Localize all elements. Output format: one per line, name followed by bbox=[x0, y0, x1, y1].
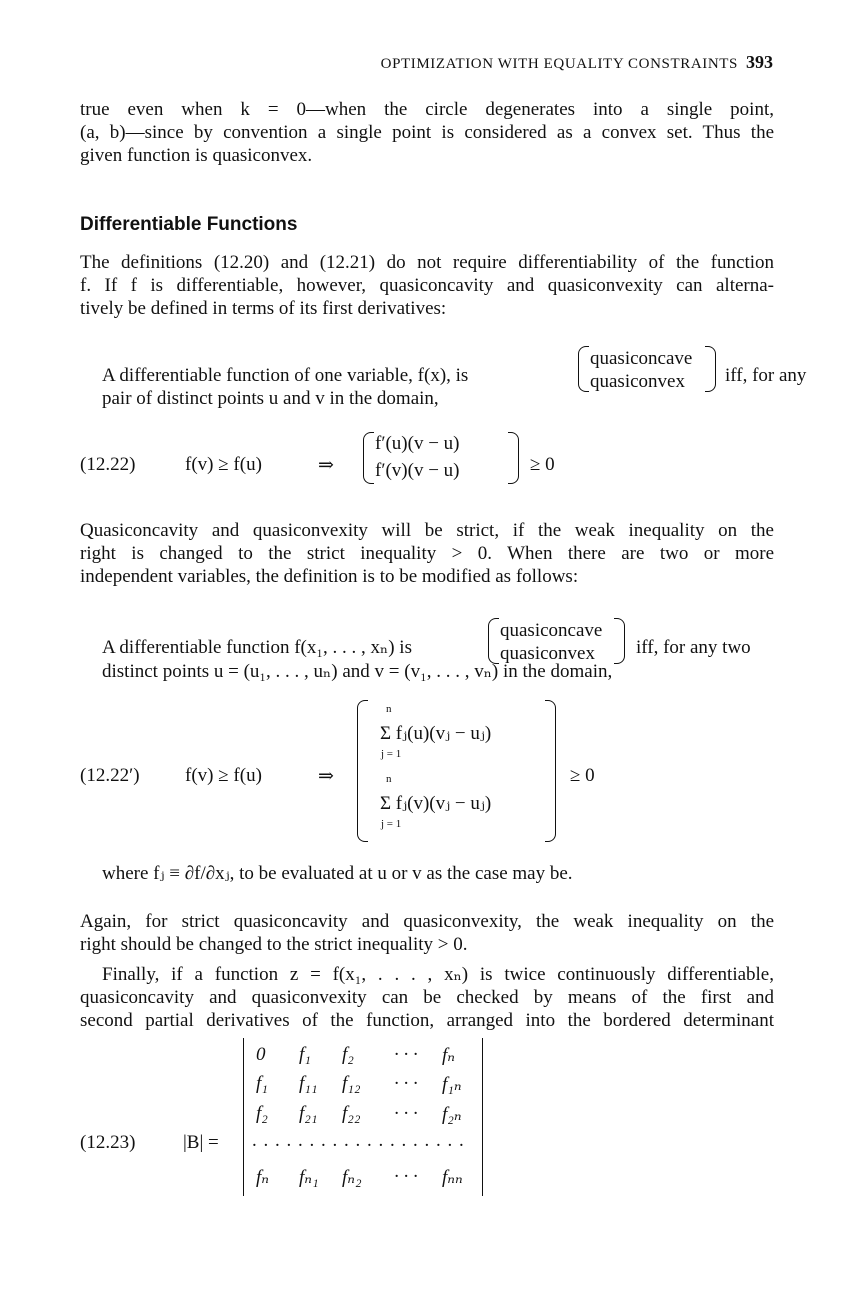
det-cell-r4-c1: fₙ bbox=[256, 1167, 269, 1188]
det-cell-r1-c2: f₁ bbox=[299, 1044, 311, 1065]
sum-top-lower-limit: j = 1 bbox=[381, 748, 402, 760]
determinant-grid bbox=[244, 1038, 482, 1196]
implies-symbol-2: ⇒ bbox=[318, 766, 334, 787]
p3-line3: independent variables, the definition is to be modified as follows: bbox=[80, 566, 579, 587]
det-cell-r2-c4: · · · bbox=[394, 1073, 418, 1094]
eq-12-22p-right-brace bbox=[545, 700, 556, 842]
sum-top: Σ fⱼ(u)(vⱼ − uⱼ) bbox=[380, 723, 492, 744]
eq-12-23-lhs: |B| = bbox=[183, 1132, 219, 1153]
def1-left-brace bbox=[578, 346, 589, 392]
sum-bottom-lower-limit: j = 1 bbox=[381, 818, 402, 830]
eq-12-22-left-brace bbox=[363, 432, 374, 484]
where-line: where fⱼ ≡ ∂f/∂xⱼ, to be evaluated at u or v as the case may be. bbox=[102, 863, 573, 884]
p2-line1: The definitions (12.20) and (12.21) do not require differentiability of the function bbox=[80, 252, 774, 273]
eq-12-22-label: (12.22) bbox=[80, 454, 136, 475]
p1-line2: (a, b)—since by convention a single point is considered as a convex set. Thus the bbox=[80, 122, 774, 143]
det-cell-r1-c5: fₙ bbox=[442, 1045, 455, 1066]
def2-line1a: A differentiable function f(x₁, . . . , xₙ) is bbox=[102, 637, 412, 658]
p5-line2: quasiconcavity and quasiconvexity can be checked by means of the first and bbox=[80, 987, 774, 1008]
p4-line1: Again, for strict quasiconcavity and quasiconvexity, the weak inequality on the bbox=[80, 911, 774, 932]
eq-12-22p-left-brace bbox=[357, 700, 368, 842]
def1-brace-top: quasiconcave bbox=[590, 348, 693, 369]
eq-12-23-label: (12.23) bbox=[80, 1132, 136, 1153]
eq-12-22-bottom: f′(v)(v − u) bbox=[375, 460, 460, 481]
p2-line3: tively be defined in terms of its first derivatives: bbox=[80, 298, 447, 319]
det-cell-r1-c3: f₂ bbox=[342, 1044, 354, 1065]
def2-line2: distinct points u = (u₁, . . . , uₙ) and v = (v₁, . . . , vₙ) in the domain, bbox=[102, 661, 613, 682]
sum-top-upper-limit: n bbox=[386, 703, 392, 715]
det-cell-r4-c4: · · · bbox=[394, 1166, 418, 1187]
p5-line3: second partial derivatives of the function, arranged into the bordered determinant bbox=[80, 1010, 774, 1031]
page-number: 393 bbox=[746, 52, 773, 72]
p2-line2: f. If f is differentiable, however, quasiconcavity and quasiconvexity can alterna- bbox=[80, 275, 774, 296]
def1-line2: pair of distinct points u and v in the domain, bbox=[102, 388, 439, 409]
def1-brace-bottom: quasiconvex bbox=[590, 371, 685, 392]
det-cell-r4-c3: fₙ₂ bbox=[342, 1167, 362, 1188]
det-cell-r4-c2: fₙ₁ bbox=[299, 1167, 319, 1188]
det-cell-r2-c5: f₁ₙ bbox=[442, 1074, 462, 1095]
eq-12-22-geq: ≥ 0 bbox=[530, 454, 555, 475]
det-cell-r4-c5: fₙₙ bbox=[442, 1167, 463, 1188]
sum-bottom-upper-limit: n bbox=[386, 773, 392, 785]
def2-right-brace bbox=[614, 618, 625, 664]
p1-line3: given function is quasiconvex. bbox=[80, 145, 313, 166]
p1-line1: true even when k = 0—when the circle degenerates into a single point, bbox=[80, 99, 774, 120]
def1-right-brace bbox=[705, 346, 716, 392]
p4-line2: right should be changed to the strict inequality > 0. bbox=[80, 934, 468, 955]
sum-bottom: Σ fⱼ(v)(vⱼ − uⱼ) bbox=[380, 793, 492, 814]
det-cell-r3-c3: f₂₂ bbox=[342, 1103, 361, 1124]
det-dots-row: . . . . . . . . . . . . . . . . . . . bbox=[252, 1130, 465, 1151]
eq-12-22-right-brace bbox=[508, 432, 519, 484]
eq-12-22p-lhs: f(v) ≥ f(u) bbox=[185, 765, 262, 786]
det-cell-r1-c4: · · · bbox=[394, 1044, 418, 1065]
p3-line2: right is changed to the strict inequality > 0. When there are two or more bbox=[80, 543, 774, 564]
eq-12-22-top: f′(u)(v − u) bbox=[375, 433, 460, 454]
p5-line1: Finally, if a function z = f(x₁, . . . , xₙ) is twice continuously differentiable, bbox=[102, 964, 774, 985]
eq-12-22p-geq: ≥ 0 bbox=[570, 765, 595, 786]
def2-brace-top: quasiconcave bbox=[500, 620, 603, 641]
def2-line1b: iff, for any two bbox=[636, 637, 751, 658]
p3-line1: Quasiconcavity and quasiconvexity will be strict, if the weak inequality on the bbox=[80, 520, 774, 541]
det-cell-r3-c1: f₂ bbox=[256, 1103, 268, 1124]
running-header bbox=[0, 52, 773, 73]
det-cell-r3-c4: · · · bbox=[394, 1103, 418, 1124]
eq-12-22p-label: (12.22′) bbox=[80, 765, 140, 786]
section-heading: Differentiable Functions bbox=[80, 214, 298, 235]
bordered-determinant bbox=[243, 1038, 483, 1196]
det-cell-r1-c1: 0 bbox=[256, 1044, 266, 1065]
eq-12-22-lhs: f(v) ≥ f(u) bbox=[185, 454, 262, 475]
det-cell-r3-c5: f₂ₙ bbox=[442, 1104, 462, 1125]
def1-line1a: A differentiable function of one variable, f(x), is bbox=[102, 365, 469, 386]
running-title: OPTIMIZATION WITH EQUALITY CONSTRAINTS bbox=[380, 56, 738, 72]
det-cell-r2-c3: f₁₂ bbox=[342, 1073, 361, 1094]
det-cell-r2-c2: f₁₁ bbox=[299, 1073, 318, 1094]
def2-brace-bottom: quasiconvex bbox=[500, 643, 595, 664]
det-cell-r3-c2: f₂₁ bbox=[299, 1103, 318, 1124]
implies-symbol: ⇒ bbox=[318, 455, 334, 476]
def2-left-brace bbox=[488, 618, 499, 664]
det-cell-r2-c1: f₁ bbox=[256, 1073, 268, 1094]
def1-line1b: iff, for any bbox=[725, 365, 807, 386]
